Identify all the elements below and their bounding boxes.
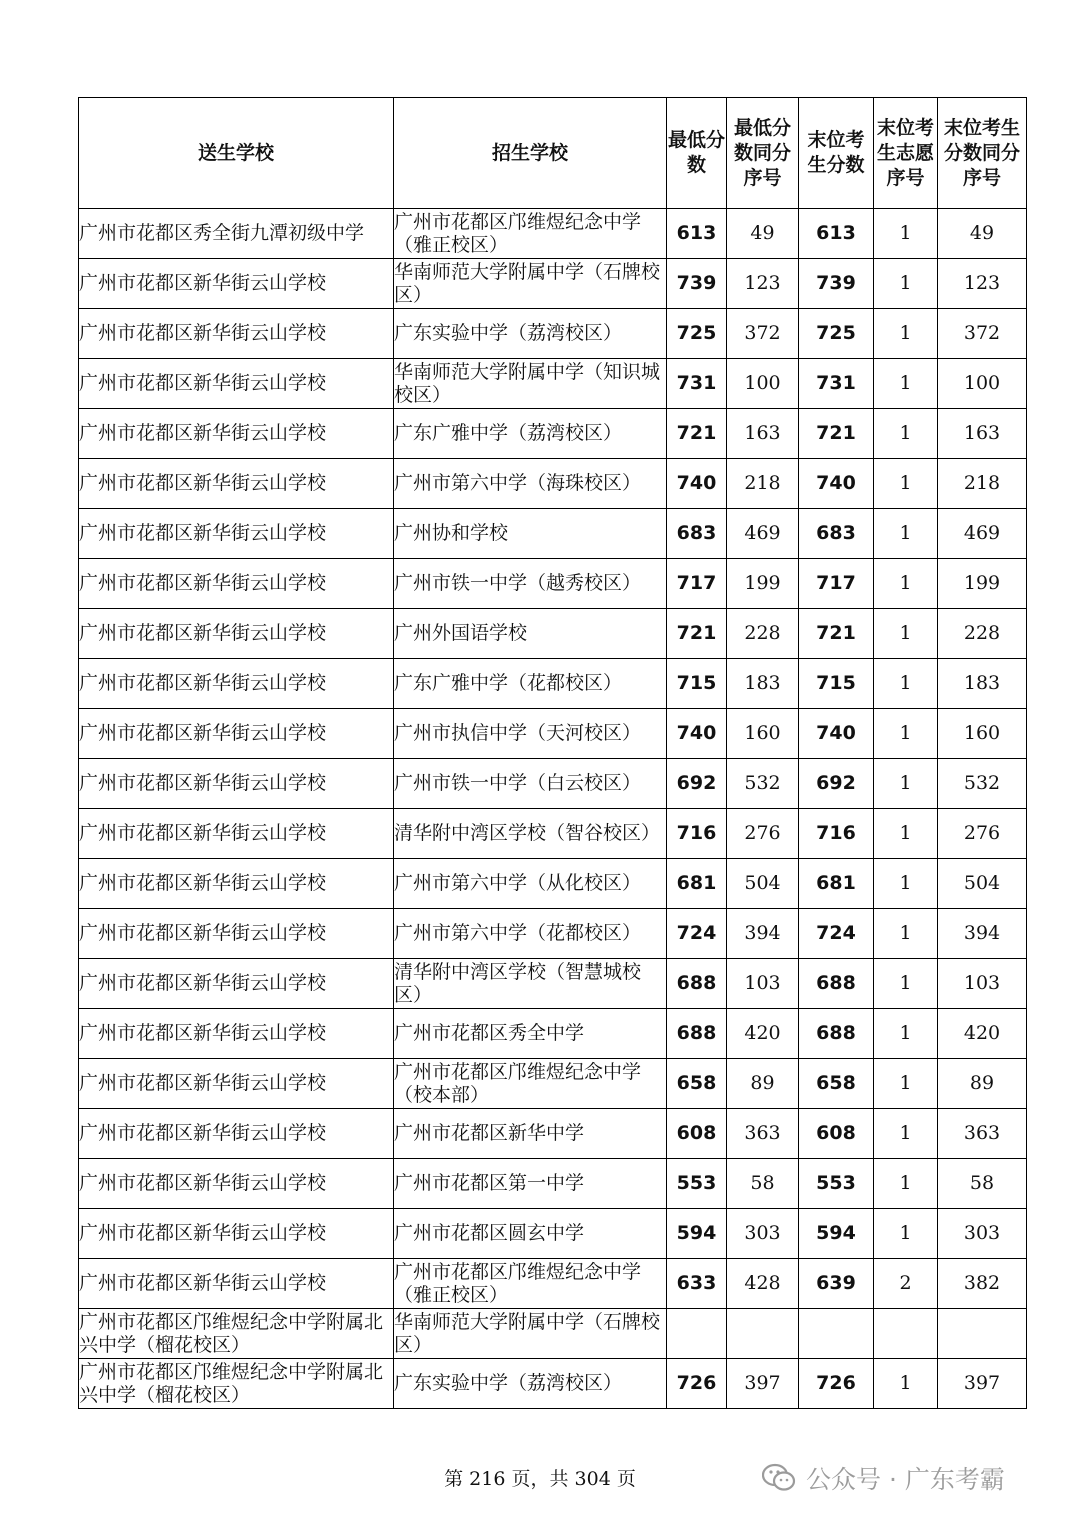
cell-min-score-seq: 103 bbox=[727, 959, 799, 1009]
cell-min-score: 715 bbox=[667, 659, 727, 709]
cell-last-score: 726 bbox=[799, 1359, 874, 1409]
cell-last-pref-seq bbox=[874, 1309, 938, 1359]
cell-recruit-school: 广州市花都区邝维煜纪念中学（雅正校区） bbox=[394, 209, 667, 259]
cell-last-score: 721 bbox=[799, 409, 874, 459]
cell-last-score-seq: 394 bbox=[938, 909, 1027, 959]
cell-min-score: 721 bbox=[667, 609, 727, 659]
cell-min-score: 740 bbox=[667, 709, 727, 759]
cell-min-score: 681 bbox=[667, 859, 727, 909]
cell-last-pref-seq: 1 bbox=[874, 809, 938, 859]
cell-last-score: 639 bbox=[799, 1259, 874, 1309]
header-min-score-seq: 最低分数同分序号 bbox=[727, 98, 799, 209]
cell-min-score: 683 bbox=[667, 509, 727, 559]
header-last-pref-seq: 末位考生志愿序号 bbox=[874, 98, 938, 209]
cell-last-score bbox=[799, 1309, 874, 1359]
cell-min-score: 594 bbox=[667, 1209, 727, 1259]
cell-last-score: 717 bbox=[799, 559, 874, 609]
table-row bbox=[79, 659, 1027, 709]
cell-last-score: 740 bbox=[799, 459, 874, 509]
cell-min-score-seq: 163 bbox=[727, 409, 799, 459]
cell-recruit-school: 广州市花都区第一中学 bbox=[394, 1159, 667, 1209]
cell-min-score: 721 bbox=[667, 409, 727, 459]
header-last-score-seq: 末位考生分数同分序号 bbox=[938, 98, 1027, 209]
cell-min-score-seq: 218 bbox=[727, 459, 799, 509]
cell-last-pref-seq: 1 bbox=[874, 1209, 938, 1259]
cell-last-score: 721 bbox=[799, 609, 874, 659]
cell-send-school: 广州市花都区新华街云山学校 bbox=[79, 909, 394, 959]
cell-min-score-seq: 183 bbox=[727, 659, 799, 709]
cell-min-score-seq: 228 bbox=[727, 609, 799, 659]
table-row bbox=[79, 409, 1027, 459]
cell-min-score: 740 bbox=[667, 459, 727, 509]
cell-last-pref-seq: 1 bbox=[874, 609, 938, 659]
table-row bbox=[79, 509, 1027, 559]
cell-last-score-seq: 372 bbox=[938, 309, 1027, 359]
cell-min-score: 716 bbox=[667, 809, 727, 859]
cell-send-school: 广州市花都区新华街云山学校 bbox=[79, 1209, 394, 1259]
cell-last-score: 715 bbox=[799, 659, 874, 709]
cell-send-school: 广州市花都区新华街云山学校 bbox=[79, 609, 394, 659]
table-body bbox=[79, 209, 1027, 1409]
cell-recruit-school: 广州市花都区秀全中学 bbox=[394, 1009, 667, 1059]
cell-last-score-seq: 89 bbox=[938, 1059, 1027, 1109]
table-row bbox=[79, 359, 1027, 409]
cell-send-school: 广州市花都区秀全街九潭初级中学 bbox=[79, 209, 394, 259]
cell-last-pref-seq: 1 bbox=[874, 559, 938, 609]
cell-min-score bbox=[667, 1309, 727, 1359]
cell-last-score: 594 bbox=[799, 1209, 874, 1259]
table-row bbox=[79, 759, 1027, 809]
table-row bbox=[79, 459, 1027, 509]
cell-recruit-school: 广东广雅中学（荔湾校区） bbox=[394, 409, 667, 459]
cell-last-score: 553 bbox=[799, 1159, 874, 1209]
cell-send-school: 广州市花都区新华街云山学校 bbox=[79, 409, 394, 459]
cell-send-school: 广州市花都区新华街云山学校 bbox=[79, 809, 394, 859]
cell-last-score: 658 bbox=[799, 1059, 874, 1109]
cell-min-score-seq bbox=[727, 1309, 799, 1359]
cell-last-pref-seq: 1 bbox=[874, 659, 938, 709]
cell-min-score: 731 bbox=[667, 359, 727, 409]
cell-last-score: 725 bbox=[799, 309, 874, 359]
cell-recruit-school: 广州市第六中学（海珠校区） bbox=[394, 459, 667, 509]
cell-min-score-seq: 504 bbox=[727, 859, 799, 909]
table-row bbox=[79, 909, 1027, 959]
cell-min-score-seq: 303 bbox=[727, 1209, 799, 1259]
cell-recruit-school: 广州市第六中学（花都校区） bbox=[394, 909, 667, 959]
cell-last-pref-seq: 1 bbox=[874, 1059, 938, 1109]
cell-last-pref-seq: 1 bbox=[874, 959, 938, 1009]
cell-last-score-seq: 397 bbox=[938, 1359, 1027, 1409]
cell-last-pref-seq: 1 bbox=[874, 709, 938, 759]
table-row bbox=[79, 1109, 1027, 1159]
cell-last-score-seq: 382 bbox=[938, 1259, 1027, 1309]
cell-send-school: 广州市花都区新华街云山学校 bbox=[79, 759, 394, 809]
cell-min-score-seq: 276 bbox=[727, 809, 799, 859]
cell-min-score: 717 bbox=[667, 559, 727, 609]
cell-last-pref-seq: 1 bbox=[874, 509, 938, 559]
table-row bbox=[79, 259, 1027, 309]
cell-min-score: 725 bbox=[667, 309, 727, 359]
cell-min-score-seq: 199 bbox=[727, 559, 799, 609]
cell-send-school: 广州市花都区新华街云山学校 bbox=[79, 1009, 394, 1059]
cell-send-school: 广州市花都区新华街云山学校 bbox=[79, 659, 394, 709]
table-header-row bbox=[79, 98, 1027, 209]
cell-last-pref-seq: 1 bbox=[874, 1159, 938, 1209]
cell-last-score-seq: 199 bbox=[938, 559, 1027, 609]
table-row bbox=[79, 1159, 1027, 1209]
cell-recruit-school: 广州市花都区邝维煜纪念中学（校本部） bbox=[394, 1059, 667, 1109]
cell-last-score-seq: 420 bbox=[938, 1009, 1027, 1059]
cell-min-score-seq: 469 bbox=[727, 509, 799, 559]
cell-recruit-school: 广州协和学校 bbox=[394, 509, 667, 559]
cell-min-score-seq: 420 bbox=[727, 1009, 799, 1059]
cell-send-school: 广州市花都区新华街云山学校 bbox=[79, 859, 394, 909]
page-number: 第 216 页，共 304 页 bbox=[444, 1468, 636, 1490]
cell-last-pref-seq: 1 bbox=[874, 459, 938, 509]
cell-min-score: 724 bbox=[667, 909, 727, 959]
cell-last-score-seq: 363 bbox=[938, 1109, 1027, 1159]
cell-min-score-seq: 100 bbox=[727, 359, 799, 409]
cell-min-score: 739 bbox=[667, 259, 727, 309]
cell-send-school: 广州市花都区邝维煜纪念中学附属北兴中学（榴花校区） bbox=[79, 1309, 394, 1359]
table-row bbox=[79, 559, 1027, 609]
cell-min-score: 692 bbox=[667, 759, 727, 809]
cell-send-school: 广州市花都区新华街云山学校 bbox=[79, 959, 394, 1009]
cell-min-score-seq: 397 bbox=[727, 1359, 799, 1409]
header-recruit-school: 招生学校 bbox=[394, 98, 667, 209]
cell-send-school: 广州市花都区新华街云山学校 bbox=[79, 1259, 394, 1309]
table-row bbox=[79, 1259, 1027, 1309]
cell-last-score: 683 bbox=[799, 509, 874, 559]
cell-send-school: 广州市花都区新华街云山学校 bbox=[79, 259, 394, 309]
cell-last-pref-seq: 1 bbox=[874, 359, 938, 409]
cell-send-school: 广州市花都区新华街云山学校 bbox=[79, 1159, 394, 1209]
table-row bbox=[79, 709, 1027, 759]
cell-recruit-school: 广州市执信中学（天河校区） bbox=[394, 709, 667, 759]
cell-min-score: 553 bbox=[667, 1159, 727, 1209]
cell-min-score: 658 bbox=[667, 1059, 727, 1109]
cell-last-score: 740 bbox=[799, 709, 874, 759]
cell-send-school: 广州市花都区新华街云山学校 bbox=[79, 359, 394, 409]
cell-min-score-seq: 372 bbox=[727, 309, 799, 359]
watermark-text: 公众号 · 广东考霸 bbox=[806, 1465, 1005, 1494]
cell-recruit-school: 广州市铁一中学（白云校区） bbox=[394, 759, 667, 809]
cell-send-school: 广州市花都区新华街云山学校 bbox=[79, 459, 394, 509]
cell-last-score-seq: 276 bbox=[938, 809, 1027, 859]
cell-recruit-school: 广东实验中学（荔湾校区） bbox=[394, 1359, 667, 1409]
cell-send-school: 广州市花都区新华街云山学校 bbox=[79, 559, 394, 609]
cell-recruit-school: 广州市铁一中学（越秀校区） bbox=[394, 559, 667, 609]
cell-recruit-school: 华南师范大学附属中学（石牌校区） bbox=[394, 259, 667, 309]
cell-last-pref-seq: 1 bbox=[874, 1359, 938, 1409]
cell-last-pref-seq: 1 bbox=[874, 1009, 938, 1059]
cell-last-pref-seq: 1 bbox=[874, 759, 938, 809]
cell-recruit-school: 广州市花都区新华中学 bbox=[394, 1109, 667, 1159]
cell-last-score-seq: 163 bbox=[938, 409, 1027, 459]
table-row bbox=[79, 1309, 1027, 1359]
cell-last-pref-seq: 1 bbox=[874, 259, 938, 309]
cell-min-score-seq: 123 bbox=[727, 259, 799, 309]
cell-last-score: 731 bbox=[799, 359, 874, 409]
cell-min-score: 608 bbox=[667, 1109, 727, 1159]
header-last-score: 末位考生分数 bbox=[799, 98, 874, 209]
cell-recruit-school: 广东广雅中学（花都校区） bbox=[394, 659, 667, 709]
table-row bbox=[79, 1209, 1027, 1259]
cell-last-score-seq: 58 bbox=[938, 1159, 1027, 1209]
cell-last-score-seq bbox=[938, 1309, 1027, 1359]
admission-table bbox=[78, 97, 1027, 1409]
cell-min-score-seq: 49 bbox=[727, 209, 799, 259]
wechat-icon bbox=[762, 1463, 796, 1493]
cell-last-score: 716 bbox=[799, 809, 874, 859]
cell-last-score-seq: 228 bbox=[938, 609, 1027, 659]
cell-last-pref-seq: 2 bbox=[874, 1259, 938, 1309]
cell-recruit-school: 广州市第六中学（从化校区） bbox=[394, 859, 667, 909]
table-row bbox=[79, 1059, 1027, 1109]
cell-send-school: 广州市花都区邝维煜纪念中学附属北兴中学（榴花校区） bbox=[79, 1359, 394, 1409]
cell-min-score: 688 bbox=[667, 959, 727, 1009]
cell-send-school: 广州市花都区新华街云山学校 bbox=[79, 709, 394, 759]
cell-last-score-seq: 532 bbox=[938, 759, 1027, 809]
header-send-school: 送生学校 bbox=[79, 98, 394, 209]
cell-recruit-school: 广州外国语学校 bbox=[394, 609, 667, 659]
cell-last-score: 681 bbox=[799, 859, 874, 909]
watermark bbox=[762, 1460, 1005, 1496]
cell-send-school: 广州市花都区新华街云山学校 bbox=[79, 1109, 394, 1159]
cell-send-school: 广州市花都区新华街云山学校 bbox=[79, 509, 394, 559]
cell-last-score-seq: 504 bbox=[938, 859, 1027, 909]
cell-recruit-school: 清华附中湾区学校（智谷校区） bbox=[394, 809, 667, 859]
cell-last-score: 688 bbox=[799, 959, 874, 1009]
cell-last-score-seq: 100 bbox=[938, 359, 1027, 409]
cell-min-score-seq: 89 bbox=[727, 1059, 799, 1109]
cell-min-score: 613 bbox=[667, 209, 727, 259]
cell-recruit-school: 广东实验中学（荔湾校区） bbox=[394, 309, 667, 359]
cell-min-score-seq: 58 bbox=[727, 1159, 799, 1209]
header-min-score: 最低分数 bbox=[667, 98, 727, 209]
table-row bbox=[79, 809, 1027, 859]
cell-last-score-seq: 218 bbox=[938, 459, 1027, 509]
cell-last-score-seq: 469 bbox=[938, 509, 1027, 559]
cell-recruit-school: 华南师范大学附属中学（石牌校区） bbox=[394, 1309, 667, 1359]
cell-send-school: 广州市花都区新华街云山学校 bbox=[79, 1059, 394, 1109]
table-row bbox=[79, 1359, 1027, 1409]
cell-recruit-school: 广州市花都区圆玄中学 bbox=[394, 1209, 667, 1259]
cell-last-pref-seq: 1 bbox=[874, 309, 938, 359]
cell-last-score: 724 bbox=[799, 909, 874, 959]
cell-last-score-seq: 103 bbox=[938, 959, 1027, 1009]
cell-last-score: 613 bbox=[799, 209, 874, 259]
cell-min-score-seq: 532 bbox=[727, 759, 799, 809]
cell-last-pref-seq: 1 bbox=[874, 409, 938, 459]
cell-send-school: 广州市花都区新华街云山学校 bbox=[79, 309, 394, 359]
table-row bbox=[79, 959, 1027, 1009]
cell-last-score-seq: 303 bbox=[938, 1209, 1027, 1259]
cell-last-pref-seq: 1 bbox=[874, 209, 938, 259]
cell-last-score: 692 bbox=[799, 759, 874, 809]
table-row bbox=[79, 309, 1027, 359]
cell-min-score-seq: 428 bbox=[727, 1259, 799, 1309]
cell-last-score-seq: 160 bbox=[938, 709, 1027, 759]
cell-min-score: 726 bbox=[667, 1359, 727, 1409]
cell-last-pref-seq: 1 bbox=[874, 909, 938, 959]
cell-recruit-school: 清华附中湾区学校（智慧城校区） bbox=[394, 959, 667, 1009]
cell-min-score-seq: 363 bbox=[727, 1109, 799, 1159]
cell-min-score: 688 bbox=[667, 1009, 727, 1059]
cell-min-score: 633 bbox=[667, 1259, 727, 1309]
cell-last-score: 608 bbox=[799, 1109, 874, 1159]
cell-last-score: 688 bbox=[799, 1009, 874, 1059]
cell-recruit-school: 华南师范大学附属中学（知识城校区） bbox=[394, 359, 667, 409]
table-row bbox=[79, 859, 1027, 909]
cell-last-pref-seq: 1 bbox=[874, 859, 938, 909]
cell-last-score: 739 bbox=[799, 259, 874, 309]
cell-last-score-seq: 183 bbox=[938, 659, 1027, 709]
cell-last-score-seq: 123 bbox=[938, 259, 1027, 309]
table-row bbox=[79, 609, 1027, 659]
table-row bbox=[79, 209, 1027, 259]
cell-recruit-school: 广州市花都区邝维煜纪念中学（雅正校区） bbox=[394, 1259, 667, 1309]
table-row bbox=[79, 1009, 1027, 1059]
cell-last-pref-seq: 1 bbox=[874, 1109, 938, 1159]
cell-last-score-seq: 49 bbox=[938, 209, 1027, 259]
cell-min-score-seq: 394 bbox=[727, 909, 799, 959]
cell-min-score-seq: 160 bbox=[727, 709, 799, 759]
